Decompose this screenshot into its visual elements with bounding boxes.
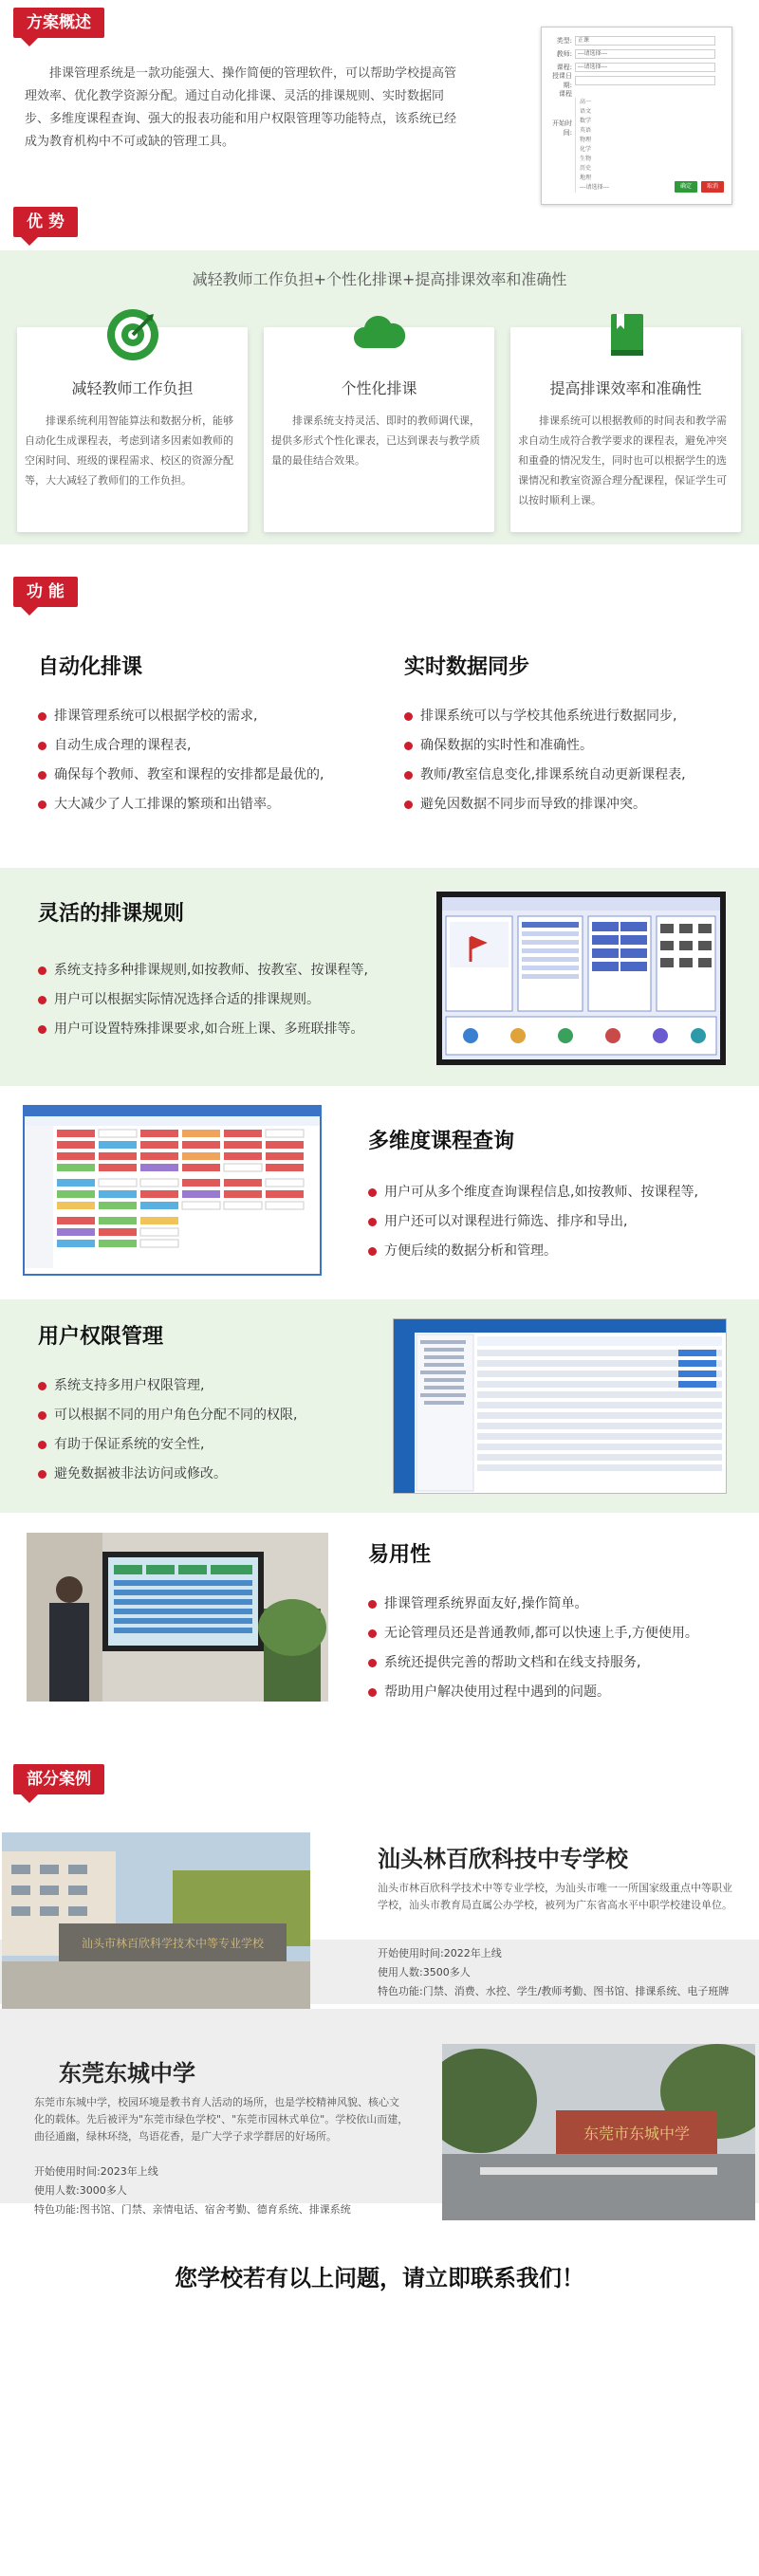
cloud-icon: [351, 306, 408, 363]
timetable-screenshot: [23, 1105, 322, 1276]
feature-title-auto: 自动化排课: [38, 655, 143, 679]
advantage-card: [264, 327, 494, 532]
case-desc: 东莞市东城中学，校园环境是教书育人活动的场所，也是学校精神风貌、核心文化的载体。先后被评为"东莞市绿色学校"、"东莞市园林式单位"。学校依山而建，曲径通幽，绿林环绕，鸟语花香，是广大学子求学群居的好场所。: [34, 2096, 409, 2143]
case-meta: 开始使用时间:2023年上线 使用人数:3000多人 特色功能:图书馆、门禁、亲情电话、宿舍考勤、德育系统、排课系统: [34, 2165, 351, 2216]
feature-list-rules: 系统支持多种排课规则,如按教师、按教室、按课程等, 用户可以根据实际情况选择合适的排课规则。 用户可设置特殊排课要求,如合班上课、多班联排等。: [38, 956, 368, 1044]
feature-title-sync: 实时数据同步: [404, 655, 530, 679]
form-row-start: 开始时间:: [552, 119, 572, 137]
admin-panel-screenshot: [393, 1318, 727, 1494]
form-row-options: 课程: [559, 89, 572, 98]
overview-text: 排课管理系统是一款功能强大、操作简便的管理软件，可以帮助学校提高管理效率、优化教学资源分配。通过自动化排课、灵活的排课规则、实时数据同步、多维度课程查询、强大的报表功能和用户权限管理等功能特点，该系统已经成为教育机构中不可或缺的管理工具。: [25, 66, 457, 149]
form-cancel-button: 取消: [701, 181, 724, 193]
advantage-title: 提高排课效率和准确性: [549, 379, 702, 397]
book-icon: [598, 306, 655, 363]
advantage-desc: 排课系统利用智能算法和数据分析，能够自动化生成课程表，考虑到诸多因素如教师的空闲时间、班级的课程需求、校区的资源分配等，大大减轻了教师们的工作负担。: [25, 414, 233, 487]
case-title: 汕头林百欣科技中专学校: [378, 1846, 628, 1872]
advantage-title: 个性化排课: [341, 379, 417, 397]
school-photo-shantou: [2, 1832, 310, 2009]
section-tag-overview: 方案概述: [13, 8, 104, 38]
feature-list-auto: 排课管理系统可以根据学校的需求, 自动生成合理的课程表, 确保每个教师、教室和课程的安排都是最优的, 大大减少了人工排课的繁琐和出错率。: [38, 702, 324, 819]
form-row-date: 授课日期:: [547, 75, 715, 85]
school-sign-shantou: 汕头市林百欣科学技术中等专业学校: [81, 1937, 265, 1950]
feature-list-perm: 系统支持多用户权限管理, 可以根据不同的用户角色分配不同的权限, 有助于保证系统的安全性, 避免数据被非法访问或修改。: [38, 1371, 297, 1489]
school-sign-dongguan: 东莞市东城中学: [583, 2125, 691, 2143]
feature-list-ease: 排课管理系统界面友好,操作简单。 无论管理员还是普通教师,都可以快速上手,方便使用。 系统还提供完善的帮助文档和在线支持服务, 帮助用户解决使用过程中遇到的问题。: [368, 1590, 698, 1707]
target-icon: [104, 306, 161, 363]
advantage-desc: 排课系统可以根据教师的时间表和教学需求自动生成符合教学要求的课程表，避免冲突和重叠的情况发生，同时也可以根据学生的选课情况和教室资源合理分配课程，保证学生可以按时顺利上课。: [518, 414, 727, 506]
contact-call-to-action: 您学校若有以上问题，请立即联系我们！: [175, 2265, 584, 2291]
advantages-subtitle: 减轻教师工作负担+个性化排课+提高排课效率和准确性: [192, 270, 567, 288]
section-tag-features: 功 能: [13, 577, 78, 607]
feature-title-query: 多维度课程查询: [368, 1130, 515, 1153]
advantage-title: 减轻教师工作负担: [71, 379, 194, 397]
form-ok-button: 确定: [675, 181, 697, 193]
dashboard-screenshot: [436, 892, 726, 1065]
advantage-desc: 排课系统支持灵活、即时的教师调代课，提供多形式个性化课表，已达到课表与教学质量的最佳结合效果。: [271, 414, 480, 467]
section-tag-advantages: 优 势: [13, 207, 78, 237]
advantage-card: [17, 327, 248, 532]
schedule-form-screenshot: [541, 27, 732, 205]
feature-list-sync: 排课系统可以与学校其他系统进行数据同步, 确保数据的实时性和准确性。 教师/教室信息变化,排课系统自动更新课程表, 避免因数据不同步而导致的排课冲突。: [404, 702, 686, 819]
school-photo-dongguan: [442, 2044, 755, 2220]
case-title: 东莞东城中学: [59, 2060, 195, 2087]
form-option-list: 高一 语文 数学 英语 物理 化学 生物 历史 地理 ---请选择---: [575, 98, 717, 193]
section-tag-cases: 部分案例: [13, 1764, 104, 1794]
form-row-type: 类型: 正课: [547, 35, 715, 46]
kiosk-photo: [27, 1533, 328, 1702]
feature-title-rules: 灵活的排课规则: [38, 902, 185, 926]
feature-title-ease: 易用性: [368, 1543, 432, 1567]
feature-title-perm: 用户权限管理: [38, 1325, 164, 1349]
case-meta: 开始使用时间:2022年上线 使用人数:3500多人 特色功能:门禁、消费、水控、学生/教师考勤、图书馆、排课系统、电子班牌: [378, 1947, 730, 1997]
feature-list-query: 用户可从多个维度查询课程信息,如按教师、按课程等, 用户还可以对课程进行筛选、排序和导出, 方便后续的数据分析和管理。: [368, 1178, 698, 1266]
form-row-course: 课程: ---请选择---: [547, 62, 715, 72]
case-desc: 汕头市林百欣科学技术中等专业学校，为汕头市唯一一所国家级重点中等职业学校，汕头市教育局直属公办学校，被列为广东省高水平中职学校建设单位。: [378, 1882, 732, 1911]
form-row-teacher: 教师: ---请选择---: [547, 48, 715, 59]
advantage-card: [510, 327, 741, 532]
